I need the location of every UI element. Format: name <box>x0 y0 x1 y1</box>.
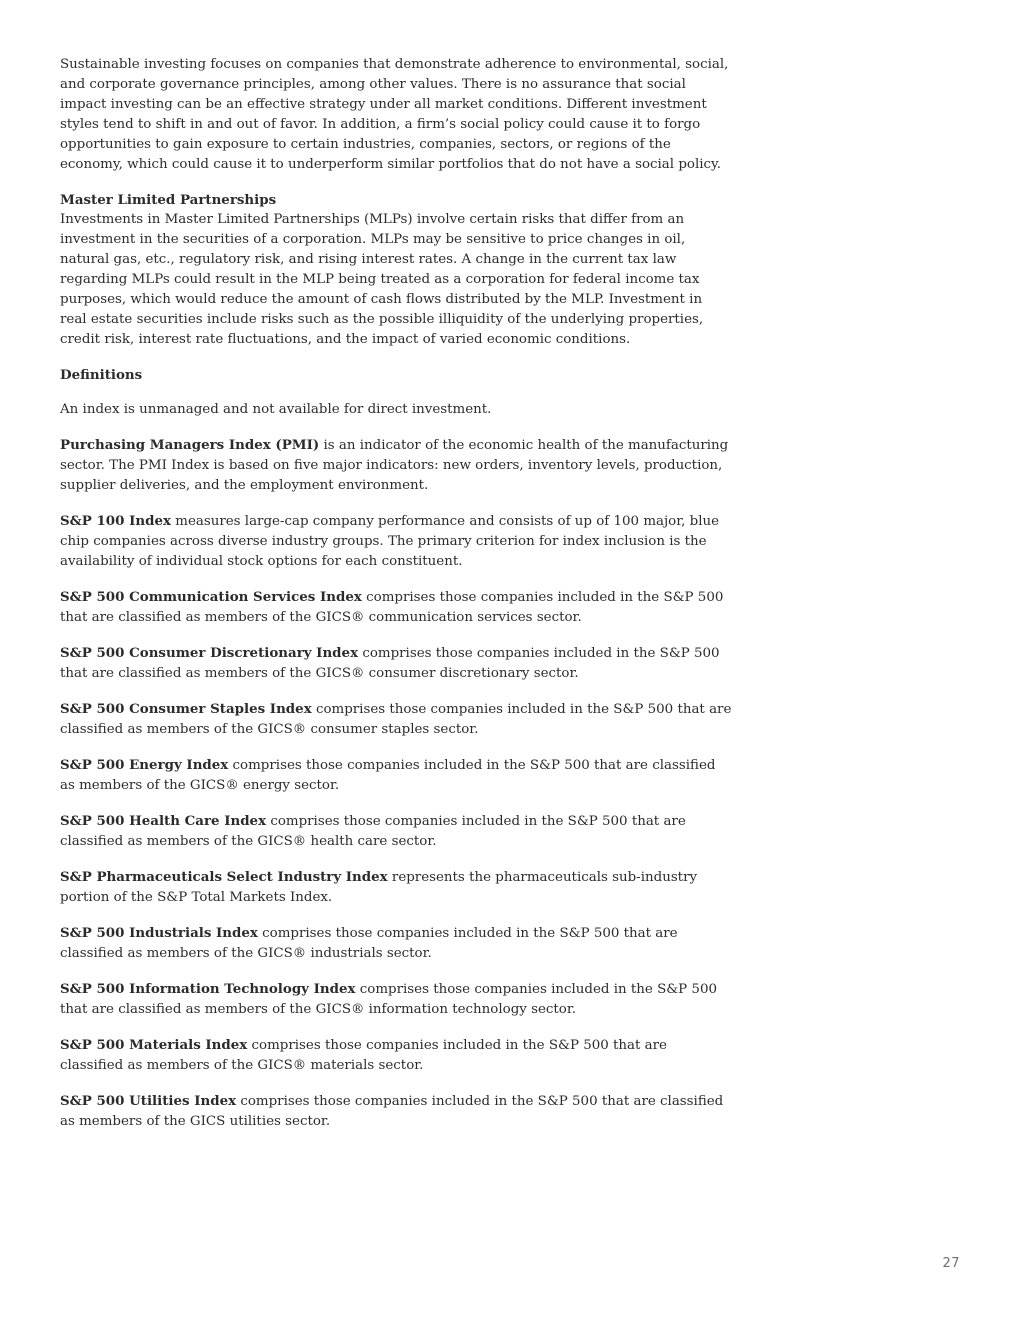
definition-item <box>60 1035 732 1076</box>
definition-item <box>60 699 732 740</box>
sustainable-investing-paragraph: Sustainable investing focuses on companies that demonstrate adherence to environmental, social, and corporate governance principles, among other values. There is no assurance that social impact investing can be an effective strategy under all market conditions. Different investment styles tend to shift in and out of favor. In addition, a firm’s social policy could cause it to forgo opportunities to gain exposure to certain industries, companies, sectors, or regions of the economy, which could cause it to underperform similar portfolios that do not have a social policy. <box>60 57 729 172</box>
definition-text: comprises those companies included in the S&P 500 that are classified as members of the GICS® consumer staples sector. <box>60 702 732 737</box>
definition-text: comprises those companies included in the S&P 500 that are classified as members of the GICS® information technology sector. <box>60 982 717 1017</box>
page-number: 27 <box>942 1256 960 1271</box>
definition-term: S&P 500 Industrials Index <box>60 925 258 941</box>
definition-item <box>60 643 732 684</box>
definitions-heading: Definitions <box>60 367 143 383</box>
definition-text: represents the pharmaceuticals sub-industry portion of the S&P Total Markets Index. <box>60 870 698 905</box>
definition-term: S&P 500 Materials Index <box>60 1037 248 1053</box>
document-body <box>60 55 732 1147</box>
definition-term: S&P 500 Consumer Discretionary Index <box>60 645 359 661</box>
definition-term: S&P 500 Health Care Index <box>60 813 267 829</box>
definition-item <box>60 1091 732 1132</box>
definition-item <box>60 979 732 1020</box>
definition-item <box>60 867 732 908</box>
definition-text: comprises those companies included in the S&P 500 that are classified as members of the GICS® consumer discretionary sector. <box>60 646 720 681</box>
definition-item <box>60 587 732 628</box>
mlp-text: Investments in Master Limited Partnerships (MLPs) involve certain risks that differ from an investment in the securities of a corporation. MLPs may be sensitive to price changes in oil, natural gas, etc., regulatory risk, and rising interest rates. A change in the current tax law regarding MLPs could result in the MLP being treated as a corporation for federal income tax purposes, which would reduce the amount of cash flows distributed by the MLP. Investment in real estate securities include risks such as the possible illiquidity of the underlying properties, credit risk, interest rate fluctuations, and the impact of varied economic conditions. <box>60 212 704 347</box>
definition-term: Purchasing Managers Index (PMI) <box>60 437 320 453</box>
index-note: An index is unmanaged and not available for direct investment. <box>60 402 492 417</box>
definition-term: S&P 500 Consumer Staples Index <box>60 701 312 717</box>
mlp-heading: Master Limited Partnerships <box>60 192 277 208</box>
definition-text: comprises those companies included in the S&P 500 that are classified as members of the GICS® health care sector. <box>60 814 686 849</box>
definition-text: comprises those companies included in the S&P 500 that are classified as members of the GICS utilities sector. <box>60 1094 724 1129</box>
definition-text: comprises those companies included in the S&P 500 that are classified as members of the GICS® materials sector. <box>60 1038 667 1073</box>
definition-text: comprises those companies included in the S&P 500 that are classified as members of the GICS® communication services sector. <box>60 590 724 625</box>
mlp-section <box>60 190 732 350</box>
definition-item <box>60 923 732 964</box>
definition-term: S&P 500 Communication Services Index <box>60 589 362 605</box>
definition-item <box>60 755 732 796</box>
definition-item <box>60 811 732 852</box>
definition-term: S&P 500 Utilities Index <box>60 1093 237 1109</box>
definition-item <box>60 435 732 496</box>
definition-text: comprises those companies included in the S&P 500 that are classified as members of the GICS® energy sector. <box>60 758 716 793</box>
definition-term: S&P 500 Information Technology Index <box>60 981 356 997</box>
definition-text: measures large-cap company performance and consists of up of 100 major, blue chip companies across diverse industry groups. The primary criterion for index inclusion is the availability of individual stock options for each constituent. <box>60 514 720 569</box>
definition-item <box>60 511 732 572</box>
definition-text: comprises those companies included in the S&P 500 that are classified as members of the GICS® industrials sector. <box>60 926 678 961</box>
definition-term: S&P 500 Energy Index <box>60 757 229 773</box>
definition-text: is an indicator of the economic health of the manufacturing sector. The PMI Index is based on five major indicators: new orders, inventory levels, production, supplier deliveries, and the employment environment. <box>60 438 729 493</box>
definition-term: S&P 100 Index <box>60 513 171 529</box>
definition-term: S&P Pharmaceuticals Select Industry Index <box>60 869 388 885</box>
